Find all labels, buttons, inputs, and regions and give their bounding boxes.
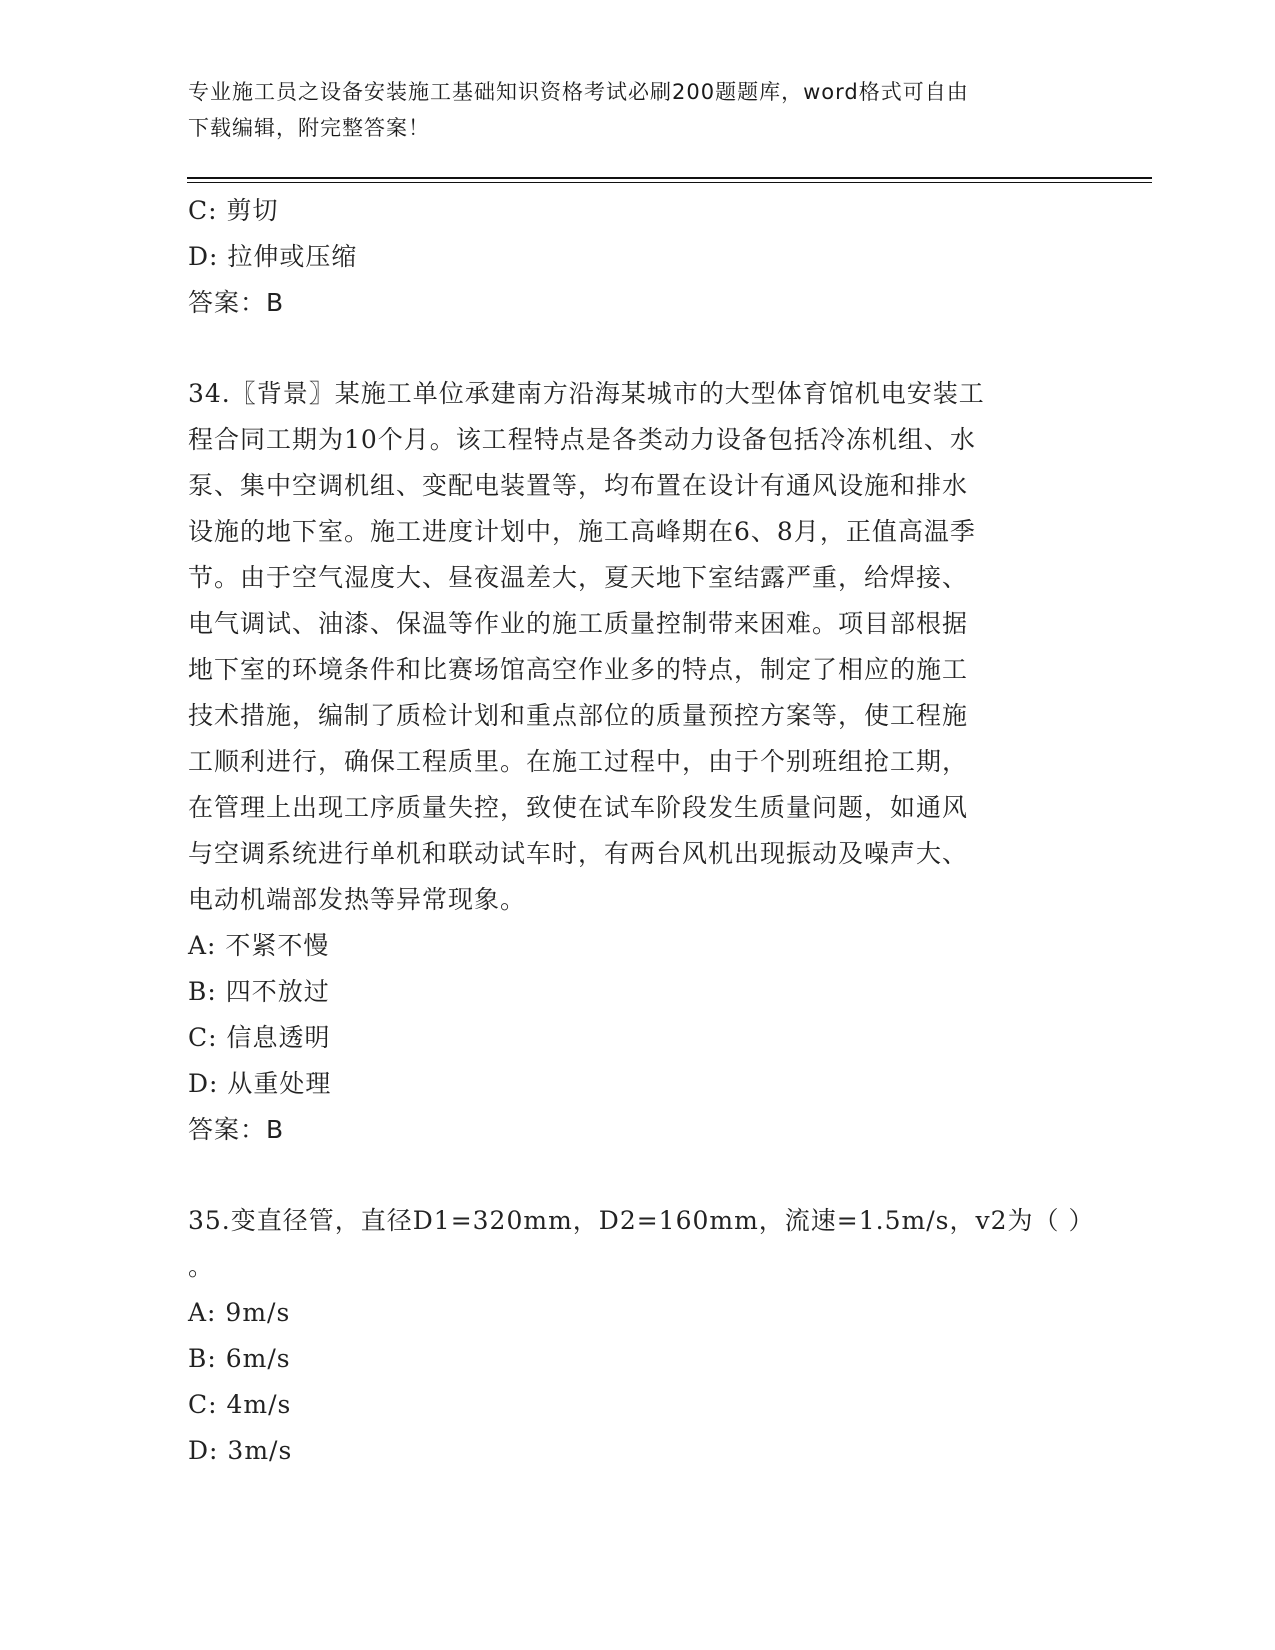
option-b: B: 6m/s [188,1344,291,1373]
option-a: A: 不紧不慢 [188,931,330,960]
option-a: A: 9m/s [188,1298,291,1327]
document-header [188,74,1068,146]
option-c: C: 信息透明 [188,1023,331,1052]
prev-question [188,188,1068,326]
question-text-line: 工顺利进行，确保工程质里。在施工过程中，由于个别班组抢工期， [188,747,969,776]
option-c: C: 4m/s [188,1390,292,1419]
option-d: D: 拉伸或压缩 [188,242,358,271]
answer: 答案：B [188,1115,285,1144]
document-body [188,188,1095,1474]
header-rule-thick [187,177,1152,179]
option-b: B: 四不放过 [188,977,330,1006]
question-text-line: 泵、集中空调机组、变配电装置等，均布置在设计有通风设施和排水 [188,471,969,500]
question-text-line: 地下室的环境条件和比赛场馆高空作业多的特点，制定了相应的施工 [188,655,969,684]
question-text-line: 。 [188,1252,215,1281]
header-line-1: 专业施工员之设备安装施工基础知识资格考试必刷200题题库，word格式可自由 [188,80,969,104]
question-text-line: 设施的地下室。施工进度计划中，施工高峰期在6、8月，正值高温季 [188,517,976,546]
question-text-line: 电动机端部发热等异常现象。 [188,885,527,914]
header-rule-thin [187,182,1152,183]
question-text-line: 节。由于空气湿度大、昼夜温差大，夏天地下室结露严重，给焊接、 [188,563,969,592]
question-text-line: 与空调系统进行单机和联动试车时，有两台风机出现振动及噪声大、 [188,839,969,868]
option-d: D: 3m/s [188,1436,293,1465]
question-text-line: 在管理上出现工序质量失控，致使在试车阶段发生质量问题，如通风 [188,793,969,822]
question-text-line: 程合同工期为10个月。该工程特点是各类动力设备包括冷冻机组、水 [188,425,976,454]
question-text-line: 技术措施，编制了质检计划和重点部位的质量预控方案等，使工程施 [188,701,969,730]
question-35 [188,1198,1095,1474]
question-34 [188,371,1068,1153]
question-text-line: 电气调试、油漆、保温等作业的施工质量控制带来困难。项目部根据 [188,609,969,638]
header-line-2: 下载编辑，附完整答案！ [188,116,430,140]
answer: 答案：B [188,288,285,317]
option-c: C: 剪切 [188,196,279,225]
question-text-line: 34.〖背景〗某施工单位承建南方沿海某城市的大型体育馆机电安装工 [188,379,985,408]
option-d: D: 从重处理 [188,1069,332,1098]
question-text-line: 35.变直径管，直径D1=320mm，D2=160mm，流速=1.5m/s，v2为（ ） [188,1206,1095,1235]
